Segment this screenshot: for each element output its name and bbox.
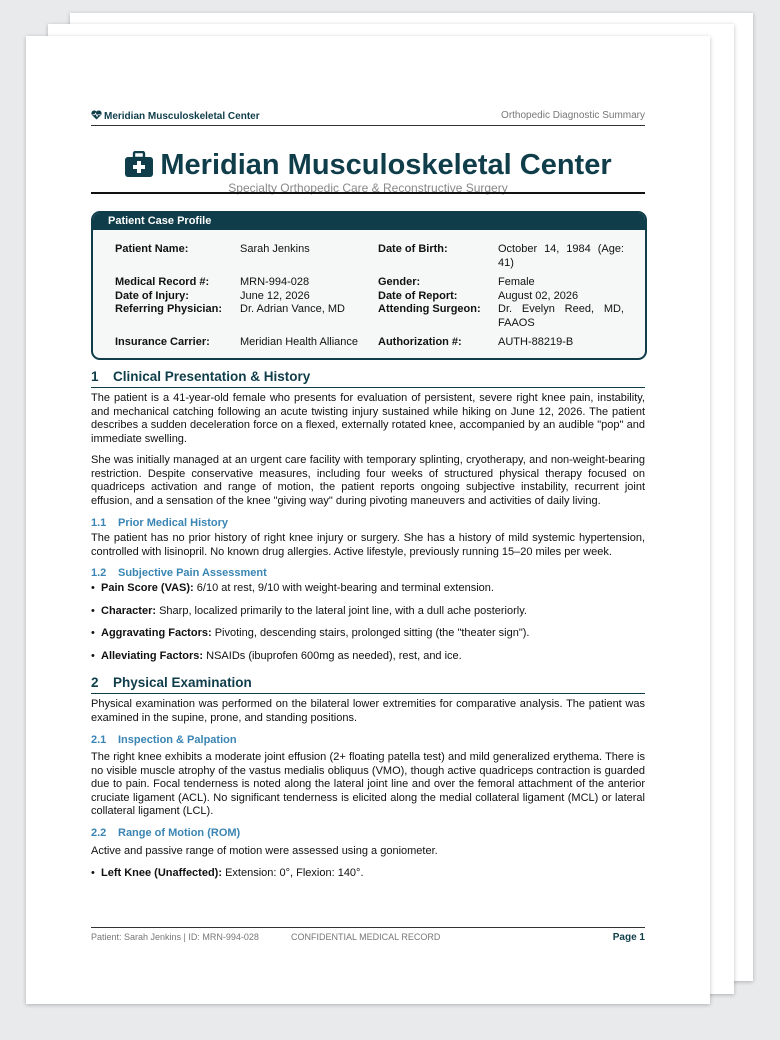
subsection-heading (91, 826, 645, 840)
list-item (91, 867, 645, 881)
footer-patient-id: Patient: Sarah Jenkins | ID: MRN-994-028 (91, 932, 259, 942)
profile-value: Dr. Adrian Vance, MD (240, 303, 345, 315)
subsection-title: Range of Motion (ROM) (118, 826, 241, 839)
rom-list (91, 867, 645, 881)
pain-assessment-list (91, 582, 645, 663)
profile-value: August 02, 2026 (498, 289, 579, 302)
item-text: Pivoting, descending stairs, prolonged sitting (the "theater sign"). (214, 627, 530, 639)
item-label: Character: (101, 604, 157, 617)
profile-key: Medical Record #: (115, 276, 210, 288)
profile-key: Date of Injury: (115, 289, 189, 302)
paragraph: Active and passive range of motion were assessed using a goniometer. (91, 844, 438, 857)
section-number: 1 (91, 369, 99, 384)
subsection-number: 2.2 (91, 826, 107, 839)
paragraph: The right knee exhibits a moderate joint effusion (2+ floating patella test) and mild generalized erythema. There is no visible muscle atrophy of the vastus medialis obliquus (VMO), though active quadriceps contraction is guarded due to pain. Focal tenderness is noted along the lateral joint line and over the femoral attachment of the anterior cruciate ligament (ACL). No significant tenderness is elicited along the medial collateral ligament (MCL) or lateral collateral ligament (LCL). (91, 751, 645, 817)
item-text: NSAIDs (ibuprofen 600mg as needed), rest, and ice. (206, 649, 462, 662)
item-label: Left Knee (Unaffected): (101, 867, 223, 879)
list-item (91, 605, 645, 619)
profile-key: Date of Report: (378, 289, 458, 302)
header-brand-label: Meridian Musculoskeletal Center (104, 111, 260, 122)
profile-value: Dr. Evelyn Reed, MD, FAAOS (498, 303, 624, 329)
list-item (91, 582, 645, 596)
subsection-title: Inspection & Palpation (118, 734, 237, 746)
profile-key: Authorization #: (378, 336, 462, 348)
profile-key: Insurance Carrier: (115, 336, 210, 348)
profile-key: Referring Physician: (115, 303, 222, 315)
profile-key: Gender: (378, 276, 421, 288)
section-title: Clinical Presentation & History (113, 369, 311, 384)
profile-row (115, 276, 624, 290)
masthead-divider (91, 192, 645, 194)
header-doc-type: Orthopedic Diagnostic Summary (501, 110, 645, 121)
profile-value: AUTH-88219-B (498, 336, 574, 348)
subsection-number: 1.2 (91, 567, 107, 579)
item-label: Pain Score (VAS): (101, 582, 194, 594)
profile-key: Attending Surgeon: (378, 303, 481, 315)
subsection-title: Subjective Pain Assessment (118, 567, 267, 579)
item-text: 6/10 at rest, 9/10 with weight-bearing and terminal extension. (196, 582, 494, 594)
profile-key: Patient Name: (115, 243, 189, 255)
profile-table (115, 243, 624, 350)
profile-value: MRN-994-028 (240, 276, 310, 288)
section-heading (91, 369, 645, 388)
subsection-title: Prior Medical History (118, 517, 229, 529)
masthead-title-text: Meridian Musculoskeletal Center (160, 149, 612, 181)
section-number: 2 (91, 675, 99, 690)
profile-value: Meridian Health Alliance (240, 336, 359, 348)
profile-value: Female (498, 276, 535, 288)
subsection-heading (91, 566, 645, 580)
paragraph: She was initially managed at an urgent care facility with temporary splinting, cryotherapy, and non-weight-bearing restriction. Despite conservative measures, including four weeks of structured physical therapy focused on quadriceps activation and range of motion, the patient reports ongoing subjective instability, recurrent joint effusion, and a sensation of the knee "giving way" during pivoting maneuvers and activities of daily living. (91, 454, 645, 507)
masthead-subtitle: Specialty Orthopedic Care & Reconstructive Surgery (228, 181, 508, 195)
paragraph: The patient has no prior history of right knee injury or surgery. She has a history of mild systemic hypertension, controlled with lisinopril. No known drug allergies. Active lifestyle, previously running 15–20 miles per week. (91, 532, 645, 558)
report-page (26, 36, 710, 1004)
patient-case-profile (91, 211, 647, 360)
page-footer (91, 927, 645, 943)
paragraph: The patient is a 41-year-old female who presents for evaluation of persistent, severe right knee pain, instability, and mechanical catching following an acute twisting injury sustained while hiking on June 12, 2026. The patient describes a sudden deceleration force on a flexed, externally rotated knee, accompanied by an audible "pop" and immediate swelling. (91, 392, 645, 445)
item-label: Aggravating Factors: (101, 627, 212, 639)
heart-pulse-icon (91, 110, 102, 120)
list-item (91, 627, 645, 641)
subsection-heading (91, 733, 645, 747)
profile-row (115, 290, 624, 304)
profile-value: June 12, 2026 (240, 289, 310, 302)
profile-key: Date of Birth: (378, 243, 448, 255)
item-text: Extension: 0°, Flexion: 140°. (225, 867, 364, 879)
report-body (91, 369, 645, 881)
section-heading (91, 675, 645, 694)
profile-value: October 14, 1984 (Age: 41) (498, 243, 624, 269)
profile-value: Sarah Jenkins (240, 243, 310, 255)
item-label: Alleviating Factors: (101, 649, 204, 662)
profile-heading: Patient Case Profile (93, 213, 645, 230)
header-brand (91, 110, 260, 122)
subsection-number: 1.1 (91, 517, 107, 529)
page-number: Page 1 (612, 932, 645, 943)
profile-row (115, 243, 624, 276)
profile-row (115, 303, 624, 336)
subsection-heading (91, 516, 645, 530)
profile-row (115, 336, 624, 350)
section-title: Physical Examination (113, 675, 252, 690)
subsection-number: 2.1 (91, 734, 107, 746)
list-item (91, 650, 645, 664)
masthead-title (91, 148, 645, 182)
medical-kit-icon (124, 151, 154, 178)
masthead (91, 148, 645, 195)
paragraph: Physical examination was performed on the bilateral lower extremities for comparative analysis. The patient was examined in the supine, prone, and standing positions. (91, 698, 645, 724)
running-header (91, 110, 645, 126)
item-text: Sharp, localized primarily to the lateral joint line, with a dull ache posteriorly. (159, 604, 527, 617)
footer-confidential: CONFIDENTIAL MEDICAL RECORD (291, 932, 441, 942)
